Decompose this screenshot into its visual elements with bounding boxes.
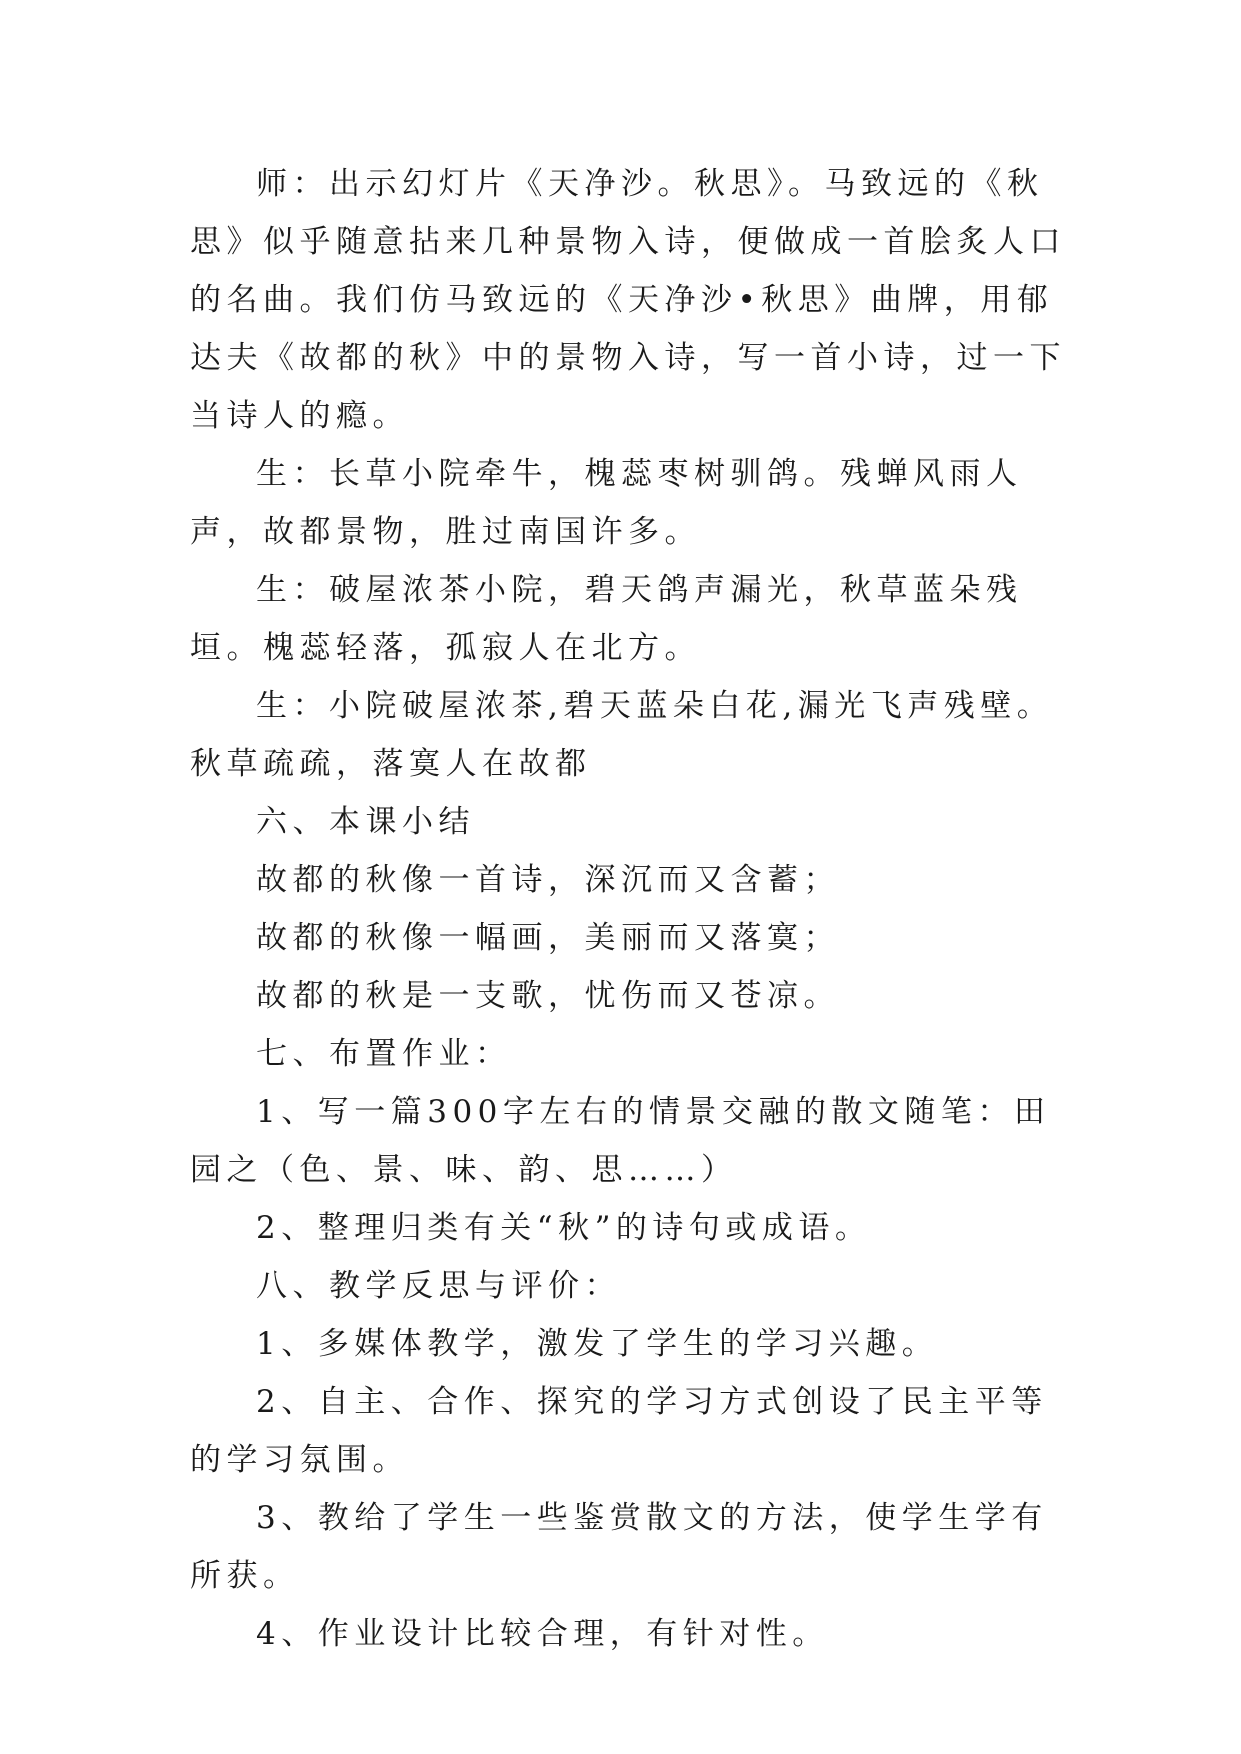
summary-line-3: 故都的秋是一支歌，忧伤而又苍凉。 <box>256 978 840 1014</box>
reflection-item-1: 1、多媒体教学，激发了学生的学习兴趣。 <box>256 1326 939 1362</box>
paragraph-intro: 师：出示幻灯片《天净沙。秋思》。马致远的《秋思》似乎随意拈来几种景物入诗，便做成一首脍炙人口的名曲。我们仿马致远的《天净沙•秋思》曲牌，用郁达夫《故都的秋》中的景物入诗，写一首小诗，过一下当诗人的瘾。 <box>190 166 1066 434</box>
reflection-item-4: 4、作业设计比较合理，有针对性。 <box>256 1616 829 1652</box>
paragraph-student-poem-3: 生：小院破屋浓茶,碧天蓝朵白花,漏光飞声残壁。秋草疏疏，落寞人在故都 <box>190 688 1054 782</box>
section-heading-summary: 六、本课小结 <box>256 804 475 840</box>
summary-line-1: 故都的秋像一首诗，深沉而又含蓄； <box>256 862 840 898</box>
section-heading-homework: 七、布置作业： <box>256 1036 512 1072</box>
document-body <box>190 155 1070 1663</box>
homework-item-2: 2、整理归类有关“秋”的诗句或成语。 <box>256 1210 872 1246</box>
reflection-item-3: 3、教给了学生一些鉴赏散文的方法，使学生学有所获。 <box>190 1500 1048 1594</box>
paragraph-student-poem-1: 生：长草小院牵牛，槐蕊枣树驯鸽。残蝉风雨人声，故都景物，胜过南国许多。 <box>190 456 1023 550</box>
section-heading-reflection: 八、教学反思与评价： <box>256 1268 621 1304</box>
paragraph-student-poem-2: 生：破屋浓茶小院，碧天鸽声漏光，秋草蓝朵残垣。槐蕊轻落，孤寂人在北方。 <box>190 572 1023 666</box>
reflection-item-2: 2、自主、合作、探究的学习方式创设了民主平等的学习氛围。 <box>190 1384 1048 1478</box>
summary-line-2: 故都的秋像一幅画，美丽而又落寞； <box>256 920 840 956</box>
homework-item-1: 1、写一篇300字左右的情景交融的散文随笔：田园之（色、景、味、韵、思……） <box>190 1094 1051 1188</box>
